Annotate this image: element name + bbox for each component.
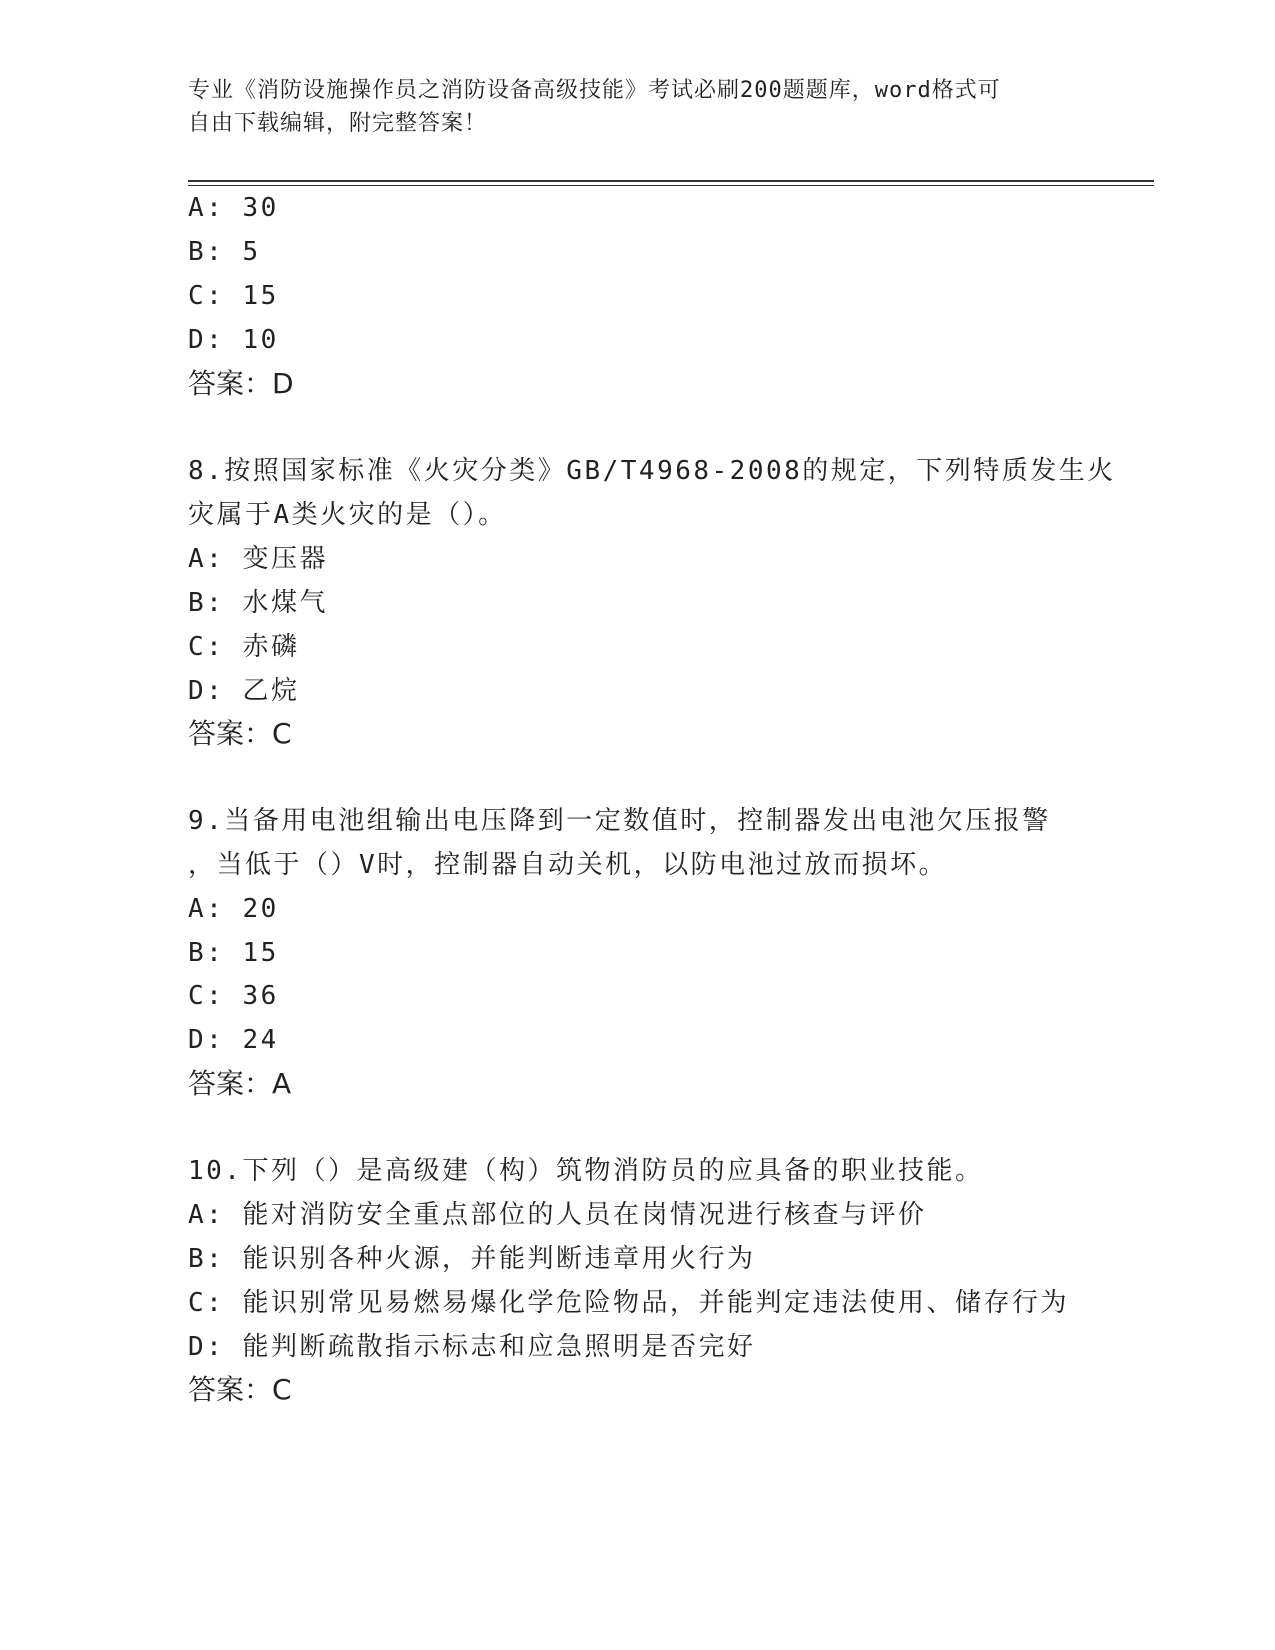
q10-option-b: B: 能识别各种火源，并能判断违章用火行为 bbox=[188, 1244, 756, 1274]
header-line-2: 自由下载编辑，附完整答案！ bbox=[188, 111, 488, 136]
q7-option-d: D: 10 bbox=[188, 325, 279, 355]
q8-answer: 答案：C bbox=[188, 717, 292, 750]
q10-stem-line-1: 10.下列（）是高级建（构）筑物消防员的应具备的职业技能。 bbox=[188, 1156, 984, 1186]
q9-option-a: A: 20 bbox=[188, 894, 279, 924]
q8-option-a: A: 变压器 bbox=[188, 544, 328, 574]
q10-answer: 答案：C bbox=[188, 1373, 292, 1406]
q9-stem-line-1: 9.当备用电池组输出电压降到一定数值时，控制器发出电池欠压报警 bbox=[188, 806, 1051, 836]
document-header bbox=[188, 74, 1088, 140]
q8-stem-line-1: 8.按照国家标准《火灾分类》GB/T4968-2008的规定，下列特质发生火 bbox=[188, 456, 1116, 486]
q8-option-c: C: 赤磷 bbox=[188, 632, 300, 662]
q7-option-a: A: 30 bbox=[188, 193, 279, 223]
q10-option-c: C: 能识别常见易燃易爆化学危险物品，并能判定违法使用、储存行为 bbox=[188, 1288, 1069, 1318]
q8-option-d: D: 乙烷 bbox=[188, 676, 300, 706]
header-divider-bottom bbox=[188, 185, 1154, 186]
q8-option-b: B: 水煤气 bbox=[188, 588, 328, 618]
q9-option-d: D: 24 bbox=[188, 1025, 279, 1055]
q10-option-d: D: 能判断疏散指示标志和应急照明是否完好 bbox=[188, 1332, 756, 1362]
q9-stem-line-2: ，当低于（）V时，控制器自动关机，以防电池过放而损坏。 bbox=[188, 850, 948, 880]
q9-answer: 答案：A bbox=[188, 1067, 292, 1100]
q7-option-b: B: 5 bbox=[188, 237, 261, 267]
header-line-1: 专业《消防设施操作员之消防设备高级技能》考试必刷200题题库，word格式可 bbox=[188, 78, 1001, 103]
header-divider-top bbox=[188, 180, 1154, 182]
q7-answer: 答案：D bbox=[188, 367, 294, 400]
q10-option-a: A: 能对消防安全重点部位的人员在岗情况进行核查与评价 bbox=[188, 1200, 927, 1230]
q7-option-c: C: 15 bbox=[188, 281, 279, 311]
q8-stem-line-2: 灾属于A类火灾的是（）。 bbox=[188, 500, 507, 530]
q9-option-b: B: 15 bbox=[188, 938, 279, 968]
q9-option-c: C: 36 bbox=[188, 981, 279, 1011]
